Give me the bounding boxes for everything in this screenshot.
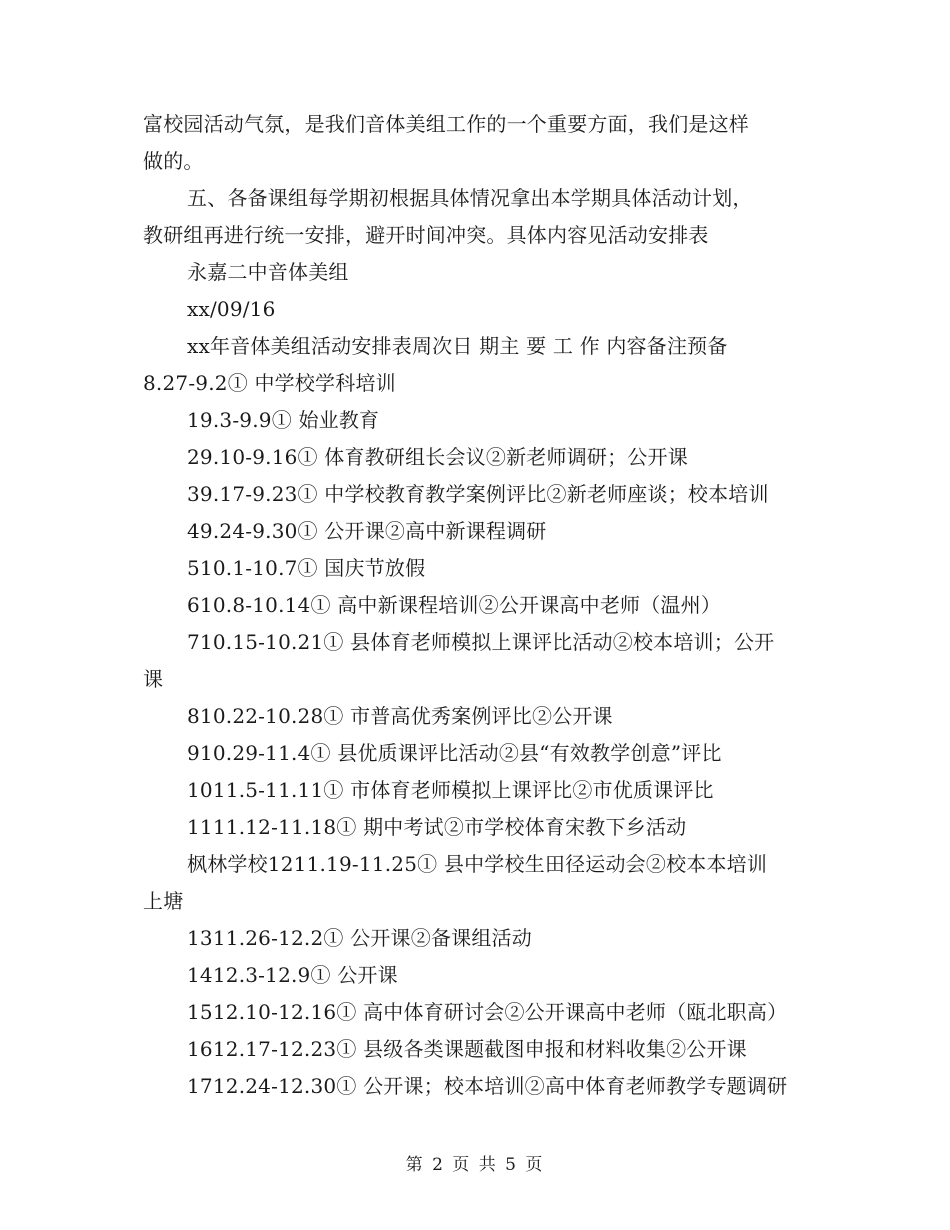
text-line: 永嘉二中音体美组	[187, 260, 349, 284]
text-line: xx年音体美组活动安排表周次日 期主 要 工 作 内容备注预备	[187, 334, 728, 358]
text-line: xx/09/16	[187, 297, 276, 321]
text-line: 做的。	[143, 149, 204, 173]
text-line: 1311.26-12.2① 公开课②备课组活动	[187, 926, 532, 950]
text-line: 49.24-9.30① 公开课②高中新课程调研	[187, 519, 547, 543]
text-line: 910.29-11.4① 县优质课评比活动②县“有效教学创意”评比	[187, 741, 722, 765]
text-line: 19.3-9.9① 始业教育	[187, 408, 380, 432]
text-line: 1712.24-12.30① 公开课；校本培训②高中体育老师教学专题调研	[187, 1074, 788, 1098]
text-line: 上塘	[143, 889, 184, 913]
text-line: 710.15-10.21① 县体育老师模拟上课评比活动②校本培训；公开	[187, 630, 775, 654]
text-line: 39.17-9.23① 中学校教育教学案例评比②新老师座谈；校本培训	[187, 482, 769, 506]
page-number: 第 2 页 共 5 页	[405, 1155, 545, 1175]
text-line: 610.8-10.14① 高中新课程培训②公开课高中老师（温州）	[187, 593, 722, 617]
text-line: 枫林学校1211.19-11.25① 县中学校生田径运动会②校本本培训	[187, 852, 768, 876]
text-line: 富校园活动气氛，是我们音体美组工作的一个重要方面，我们是这样	[143, 112, 749, 136]
text-line: 教研组再进行统一安排，避开时间冲突。具体内容见活动安排表	[143, 223, 709, 247]
text-line: 810.22-10.28① 市普高优秀案例评比②公开课	[187, 704, 613, 728]
text-line: 1412.3-12.9① 公开课	[187, 963, 398, 987]
text-line: 五、各备课组每学期初根据具体情况拿出本学期具体活动计划，	[187, 186, 753, 210]
text-line: 1011.5-11.11① 市体育老师模拟上课评比②市优质课评比	[187, 778, 714, 802]
text-line: 课	[143, 667, 164, 691]
text-line: 1512.10-12.16① 高中体育研讨会②公开课高中老师（瓯北职高）	[187, 1000, 788, 1024]
text-line: 1612.17-12.23① 县级各类课题截图申报和材料收集②公开课	[187, 1037, 747, 1061]
document-body	[143, 106, 813, 1105]
text-line: 510.1-10.7① 国庆节放假	[187, 556, 426, 580]
text-line: 29.10-9.16① 体育教研组长会议②新老师调研；公开课	[187, 445, 688, 469]
text-line: 1111.12-11.18① 期中考试②市学校体育宋教下乡活动	[187, 815, 687, 839]
text-line: 8.27-9.2① 中学校学科培训	[143, 371, 396, 395]
